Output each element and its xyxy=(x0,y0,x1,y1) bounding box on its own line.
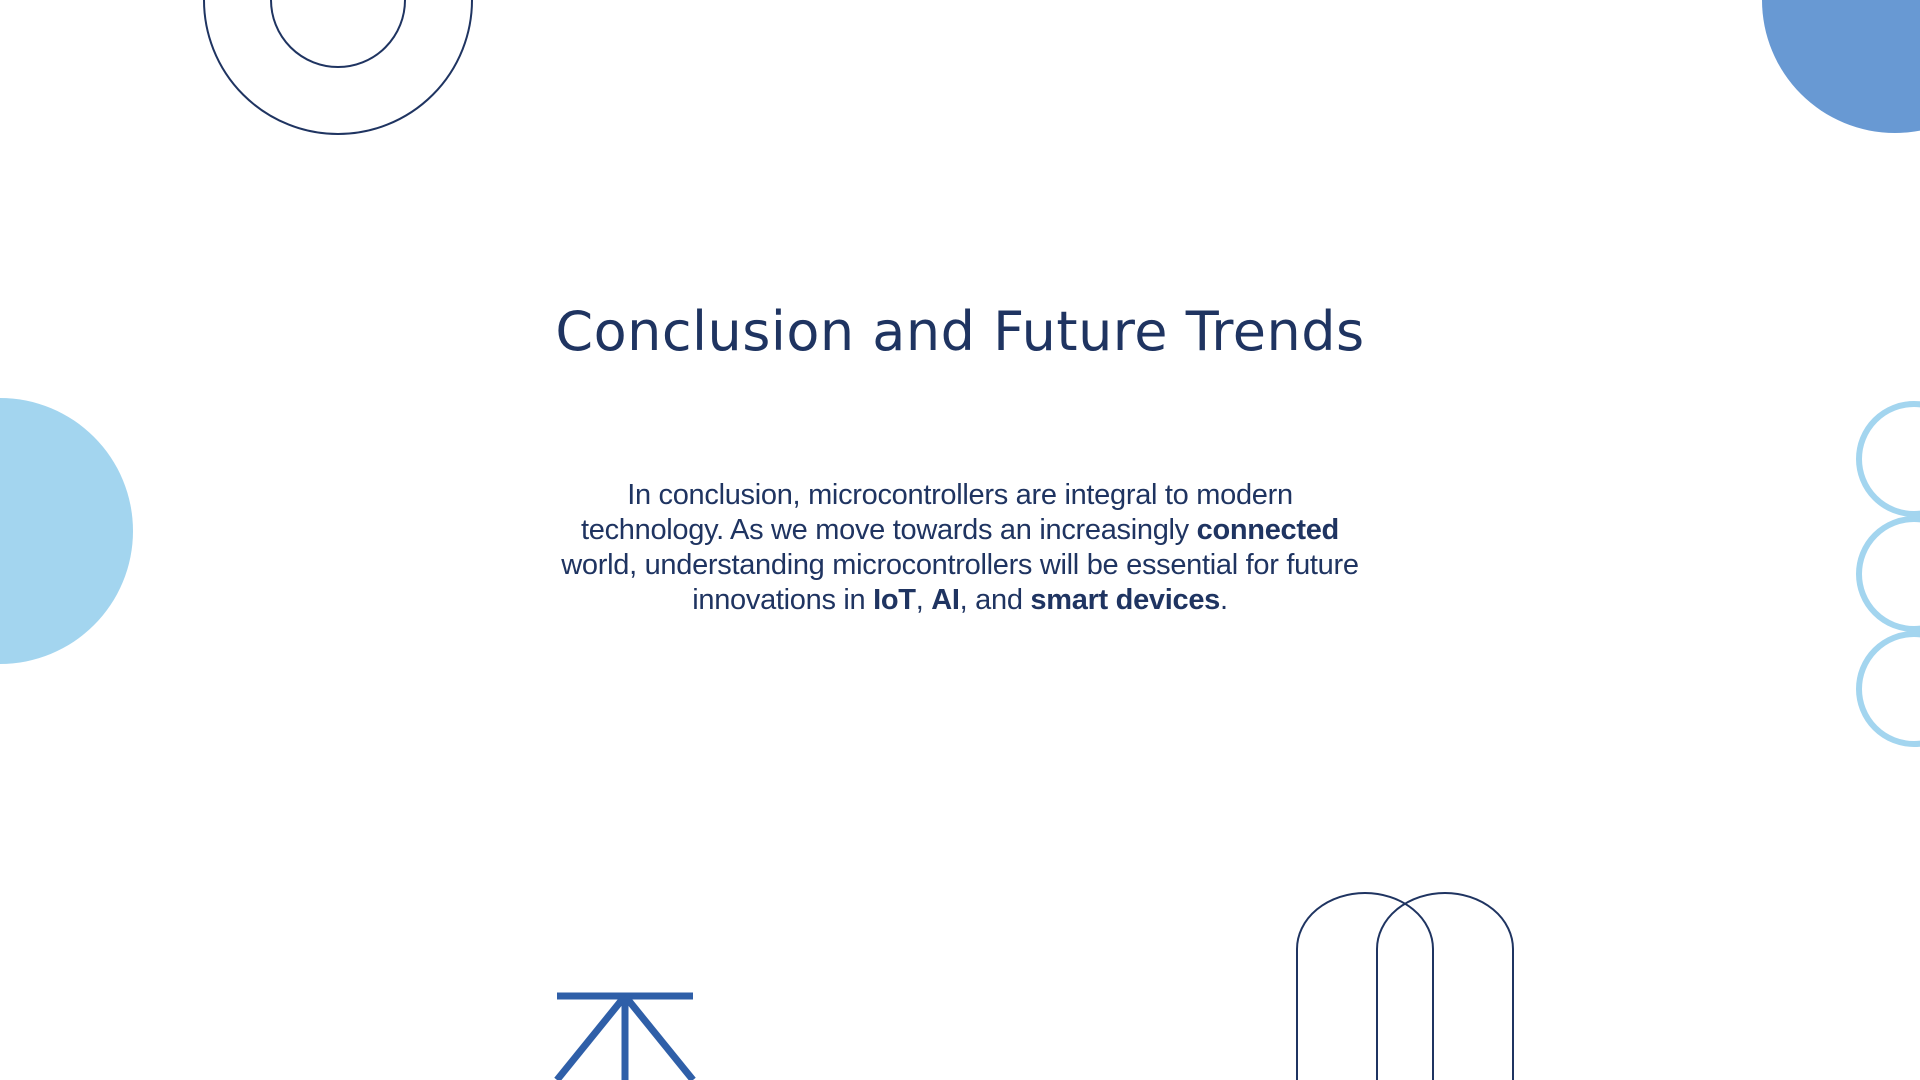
body-text-bold-smart-devices: smart devices xyxy=(1030,584,1220,616)
quarter-circle-blue-icon xyxy=(1762,0,1920,133)
slide-title: Conclusion and Future Trends xyxy=(555,300,1365,363)
body-text-part-4: , and xyxy=(959,584,1031,616)
body-text-part-2: world, understanding microcontrollers will be essential for future innovations in xyxy=(561,549,1359,616)
body-text-bold-iot: IoT xyxy=(873,584,916,616)
double-ring-outline-icon xyxy=(204,0,472,134)
half-circle-light-blue-icon xyxy=(0,398,133,664)
slide-body-text xyxy=(555,478,1365,618)
overlapping-arches-icon xyxy=(1297,893,1513,1080)
body-text-part-1: In conclusion, microcontrollers are integral to modern technology. As we move towards an increasingly xyxy=(581,479,1293,546)
body-text-bold-ai: AI xyxy=(931,584,960,616)
body-text-part-5: . xyxy=(1219,584,1228,616)
asterisk-arrow-icon xyxy=(557,996,693,1080)
stacked-rings-icon xyxy=(1859,404,1920,744)
body-text-part-3: , xyxy=(915,584,932,616)
body-text-bold-connected: connected xyxy=(1196,514,1339,546)
